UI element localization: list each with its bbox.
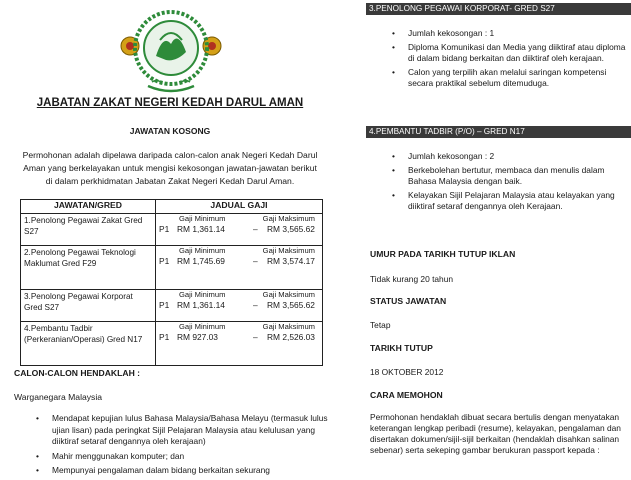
min-label: Gaji Minimum <box>179 246 226 255</box>
status-heading: STATUS JAWATAN <box>370 296 447 306</box>
job-cell: 4.Pembantu Tadbir (Perkeranian/Operasi) Gred N17 <box>21 322 156 366</box>
section-4-bar: 4.PEMBANTU TADBIR (P/O) – GRED N17 <box>366 126 631 138</box>
min-label: Gaji Minimum <box>179 290 226 299</box>
list-item: • Kelayakan Sijil Pelajaran Malaysia atau kelayakan yang diiktiraf setaraf dengannya oleh Kerajaan. <box>366 190 626 212</box>
citizenship-text: Warganegara Malaysia <box>14 392 103 402</box>
salary-min: RM 927.03 <box>177 332 218 342</box>
salary-max: RM 3,574.17 <box>267 256 315 266</box>
salary-max: RM 3,565.62 <box>267 224 315 234</box>
list-item: • Mempunyai pengalaman dalam bidang berkaitan sekurang <box>14 465 334 477</box>
table-row <box>21 290 323 322</box>
pay-scale: P1 <box>159 224 170 234</box>
salary-min: RM 1,361.14 <box>177 224 225 234</box>
close-value: 18 OKTOBER 2012 <box>370 367 444 377</box>
status-value: Tetap <box>370 320 391 330</box>
job-cell: 2.Penolong Pegawai Teknologi Maklumat Gred F29 <box>21 246 156 290</box>
close-heading: TARIKH TUTUP <box>370 343 433 353</box>
salary-max: RM 2,526.03 <box>267 332 315 342</box>
pay-scale: P1 <box>159 256 170 266</box>
pay-scale: P1 <box>159 332 170 342</box>
salary-min: RM 1,361.14 <box>177 300 225 310</box>
max-label: Gaji Maksimum <box>262 290 315 299</box>
table-row <box>21 322 323 366</box>
list-item: • Calon yang terpilih akan melalui saringan kompetensi secara praktikal sebelum ditemuduga. <box>366 67 626 89</box>
page-subtitle: JAWATAN KOSONG <box>129 126 211 136</box>
age-heading: UMUR PADA TARIKH TUTUP IKLAN <box>370 249 516 259</box>
requirements-heading: CALON-CALON HENDAKLAH : <box>14 368 141 378</box>
list-item: • Berkebolehan bertutur, membaca dan menulis dalam Bahasa Malaysia dengan baik. <box>366 165 626 187</box>
salary-cell: Gaji Minimum Gaji Maksimum P1 RM 1,361.14 – RM 3,565.62 <box>156 214 323 246</box>
table-header-salary: JADUAL GAJI <box>156 200 323 214</box>
list-item: • Mendapat kepujian lulus Bahasa Malaysia/Bahasa Melayu (termasuk lulus ujian lisan) pada peringkat Sijil Pelajaran Malaysia atau kelulusan yang diiktiraf setaraf dengannya oleh kerajaan) <box>14 413 334 448</box>
table-header-row <box>21 200 323 214</box>
list-item: • Diploma Komunikasi dan Media yang diiktiraf atau diploma di dalam bidang berkaitan dan diiktiraf oleh kerajaan. <box>366 42 626 64</box>
salary-cell: Gaji Minimum Gaji Maksimum P1 RM 927.03 – RM 2,526.03 <box>156 322 323 366</box>
max-label: Gaji Maksimum <box>262 214 315 223</box>
pay-scale: P1 <box>159 300 170 310</box>
section-3-bar: 3.PENOLONG PEGAWAI KORPORAT- GRED S27 <box>366 3 631 15</box>
list-item: • Jumlah kekosongan : 1 <box>366 28 626 39</box>
section-4-list <box>366 151 626 215</box>
requirements-list <box>14 413 334 480</box>
apply-heading: CARA MEMOHON <box>370 390 443 400</box>
salary-cell: Gaji Minimum Gaji Maksimum P1 RM 1,745.69 – RM 3,574.17 <box>156 246 323 290</box>
salary-max: RM 3,565.62 <box>267 300 315 310</box>
intro-paragraph: Permohonan adalah dipelawa daripada calon-calon anak Negeri Kedah Darul Aman yang berkelayakan untuk mengisi kekosongan jawatan-jawatan berikut di dalam perkhidmatan Jabatan Zakat Negeri Kedah Darul Aman. <box>22 150 318 186</box>
max-label: Gaji Maksimum <box>262 246 315 255</box>
salary-min: RM 1,745.69 <box>177 256 225 266</box>
min-label: Gaji Minimum <box>179 322 226 331</box>
job-cell: 3.Penolong Pegawai Korporat Gred S27 <box>21 290 156 322</box>
table-header-job: JAWATAN/GRED <box>21 200 156 214</box>
vacancy-table <box>20 199 323 366</box>
right-column <box>366 0 631 480</box>
section-3-list <box>366 28 626 92</box>
apply-text: Permohonan hendaklah dibuat secara bertulis dengan menyatakan keterangan lengkap peribadi (resume), kelayakan, pengalaman dan disertakan dokumen/sijil-sijil berkaitan (hendaklah disahkan salinan sebenar) serta sekeping gambar berukuran passport kepada : <box>370 412 621 455</box>
zakat-kedah-logo <box>118 6 224 94</box>
max-label: Gaji Maksimum <box>262 322 315 331</box>
list-item: • Mahir menggunakan komputer; dan <box>14 451 334 463</box>
min-label: Gaji Minimum <box>179 214 226 223</box>
salary-cell: Gaji Minimum Gaji Maksimum P1 RM 1,361.14 – RM 3,565.62 <box>156 290 323 322</box>
age-value: Tidak kurang 20 tahun <box>370 274 454 284</box>
list-item: • Jumlah kekosongan : 2 <box>366 151 626 162</box>
table-row <box>21 214 323 246</box>
page-title: JABATAN ZAKAT NEGERI KEDAH DARUL AMAN <box>36 97 304 109</box>
table-row <box>21 246 323 290</box>
job-cell: 1.Penolong Pegawai Zakat Gred S27 <box>21 214 156 246</box>
